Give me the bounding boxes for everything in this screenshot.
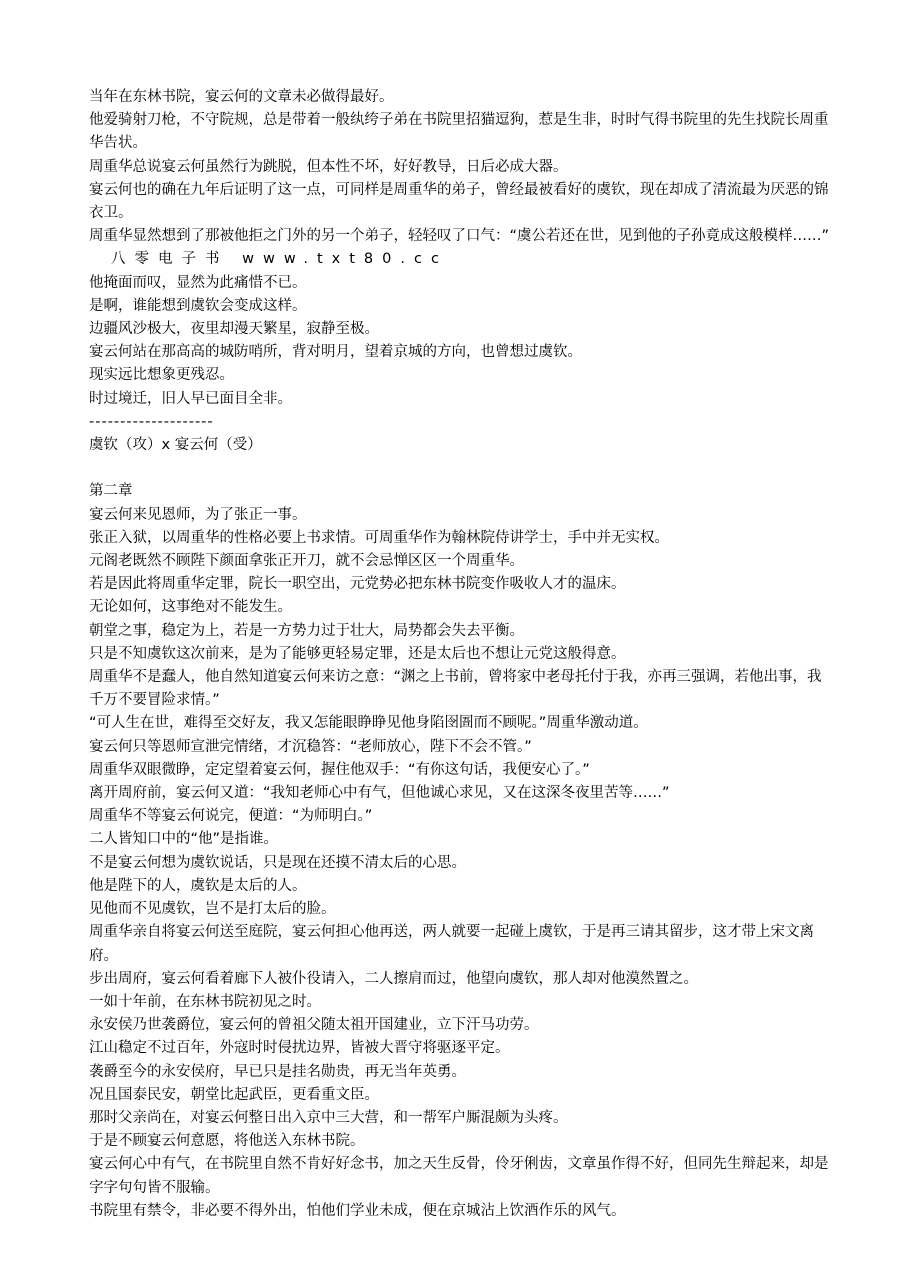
chapter-paragraph: 永安侯乃世袭爵位，宴云何的曾祖父随太祖开国建业，立下汗马功劳。 bbox=[89, 1017, 539, 1034]
chapter-paragraph: 那时父亲尚在，对宴云何整日出入京中三大营，和一帮军户厮混颇为头疼。 bbox=[89, 1109, 568, 1126]
paragraph: 他爱骑射刀枪，不守院规，总是带着一般纨绔子弟在书院里招猫逗狗，惹是生非，时时气得书院里的先生找院长周重华告状。 bbox=[89, 112, 829, 152]
chapter-paragraph: 周重华不是蠢人，他自然知道宴云何来访之意：“渊之上书前，曾将家中老母托付于我，亦再三强调，若他出事，我千万不要冒险求情。” bbox=[89, 669, 822, 709]
chapter-body bbox=[89, 504, 831, 1223]
paragraph: 周重华总说宴云何虽然行为跳脱，但本性不坏，好好教导，日后必成大器。 bbox=[89, 158, 568, 175]
chapter-paragraph: 二人皆知口中的“他”是指谁。 bbox=[89, 831, 279, 848]
paragraph: 他掩面而叹，显然为此痛惜不已。 bbox=[89, 274, 307, 291]
chapter-paragraph: 无论如何，这事绝对不能发生。 bbox=[89, 599, 292, 616]
chapter-paragraph: 朝堂之事，稳定为上，若是一方势力过于壮大，局势都会失去平衡。 bbox=[89, 622, 524, 639]
pairing-note: 虞钦（攻）x 宴云何（受） bbox=[89, 437, 262, 454]
chapter-paragraph: 见他而不见虞钦，岂不是打太后的脸。 bbox=[89, 901, 336, 918]
chapter-paragraph: 步出周府，宴云何看着廊下人被仆役请入，二人擦肩而过，他望向虞钦，那人却对他漠然置之。 bbox=[89, 970, 698, 987]
chapter-paragraph: 不是宴云何想为虞钦说话，只是现在还摸不清太后的心思。 bbox=[89, 854, 466, 871]
chapter-paragraph: 宴云何只等恩师宣泄完情绪，才沉稳答：“老师放心，陛下不会不管。” bbox=[89, 738, 532, 755]
chapter-paragraph: 离开周府前，宴云何又道：“我知老师心中有气，但他诚心求见，又在这深冬夜里苦等……” bbox=[89, 785, 670, 802]
separator-line: -------------------- bbox=[89, 413, 214, 430]
paragraph: 宴云何站在那高高的城防哨所，背对明月，望着京城的方向，也曾想过虞钦。 bbox=[89, 344, 582, 361]
paragraph: 当年在东林书院，宴云何的文章未必做得最好。 bbox=[89, 89, 394, 105]
chapter-paragraph: 江山稳定不过百年，外寇时时侵扰边界，皆被大晋守将驱逐平定。 bbox=[89, 1040, 510, 1057]
paragraph: 现实远比想象更残忍。 bbox=[89, 367, 234, 384]
chapter-paragraph: 一如十年前，在东林书院初见之时。 bbox=[89, 993, 321, 1010]
chapter-paragraph: 只是不知虞钦这次前来，是为了能够更轻易定罪，还是太后也不想让元党这般得意。 bbox=[89, 645, 626, 662]
chapter-paragraph: 书院里有禁令，非必要不得外出，怕他们学业未成，便在京城沾上饮酒作乐的风气。 bbox=[89, 1202, 626, 1219]
chapter-paragraph: 元阁老既然不顾陛下颜面拿张正开刀，就不会忌惮区区一个周重华。 bbox=[89, 553, 524, 570]
paragraph: 时过境迁，旧人早已面目全非。 bbox=[89, 390, 292, 407]
blank-line bbox=[89, 457, 831, 480]
paragraph: 周重华显然想到了那被他拒之门外的另一个弟子，轻轻叹了口气：“虞公若还在世，见到他的子孙竟成这般模样……” bbox=[89, 228, 830, 245]
chapter-paragraph: 宴云何来见恩师，为了张正一事。 bbox=[89, 506, 307, 523]
paragraph: 边疆风沙极大，夜里却漫天繁星，寂静至极。 bbox=[89, 321, 379, 338]
source-watermark: 八零电子书 www.txt80.cc bbox=[111, 251, 448, 268]
chapter-paragraph: 于是不顾宴云何意愿，将他送入东林书院。 bbox=[89, 1133, 365, 1150]
chapter-paragraph: “可人生在世，难得至交好友，我又怎能眼睁睁见他身陷囹圄而不顾呢。”周重华激动道。 bbox=[89, 715, 648, 732]
chapter-paragraph: 他是陛下的人，虞钦是太后的人。 bbox=[89, 877, 307, 894]
chapter-paragraph: 周重华双眼微睁，定定望着宴云何，握住他双手：“有你这句话，我便安心了。” bbox=[89, 761, 590, 778]
paragraph: 是啊，谁能想到虞钦会变成这样。 bbox=[89, 297, 307, 314]
chapter-title: 第二章 bbox=[89, 483, 133, 500]
chapter-paragraph: 周重华不等宴云何说完，便道：“为师明白。” bbox=[89, 808, 373, 825]
chapter-paragraph: 袭爵至今的永安侯府，早已只是挂名勋贵，再无当年英勇。 bbox=[89, 1063, 466, 1080]
chapter-paragraph: 若是因此将周重华定罪，院长一职空出，元党势必把东林书院变作吸收人才的温床。 bbox=[89, 576, 626, 593]
document-page bbox=[89, 86, 831, 1223]
chapter-paragraph: 周重华亲自将宴云何送至庭院，宴云何担心他再送，两人就要一起碰上虞钦，于是再三请其留步，这才带上宋文离府。 bbox=[89, 924, 814, 964]
paragraph: 宴云何也的确在九年后证明了这一点，可同样是周重华的弟子，曾经最被看好的虞钦，现在却成了清流最为厌恶的锦衣卫。 bbox=[89, 181, 829, 222]
chapter-paragraph: 张正入狱，以周重华的性格必要上书求情。可周重华作为翰林院侍讲学士，手中并无实权。 bbox=[89, 529, 669, 546]
chapter-paragraph: 况且国泰民安，朝堂比起武臣，更看重文臣。 bbox=[89, 1086, 379, 1103]
chapter-paragraph: 宴云何心中有气，在书院里自然不肯好好念书，加之天生反骨，伶牙俐齿，文章虽作得不好，但同先生辩起来，却是字字句句皆不服输。 bbox=[89, 1156, 829, 1196]
